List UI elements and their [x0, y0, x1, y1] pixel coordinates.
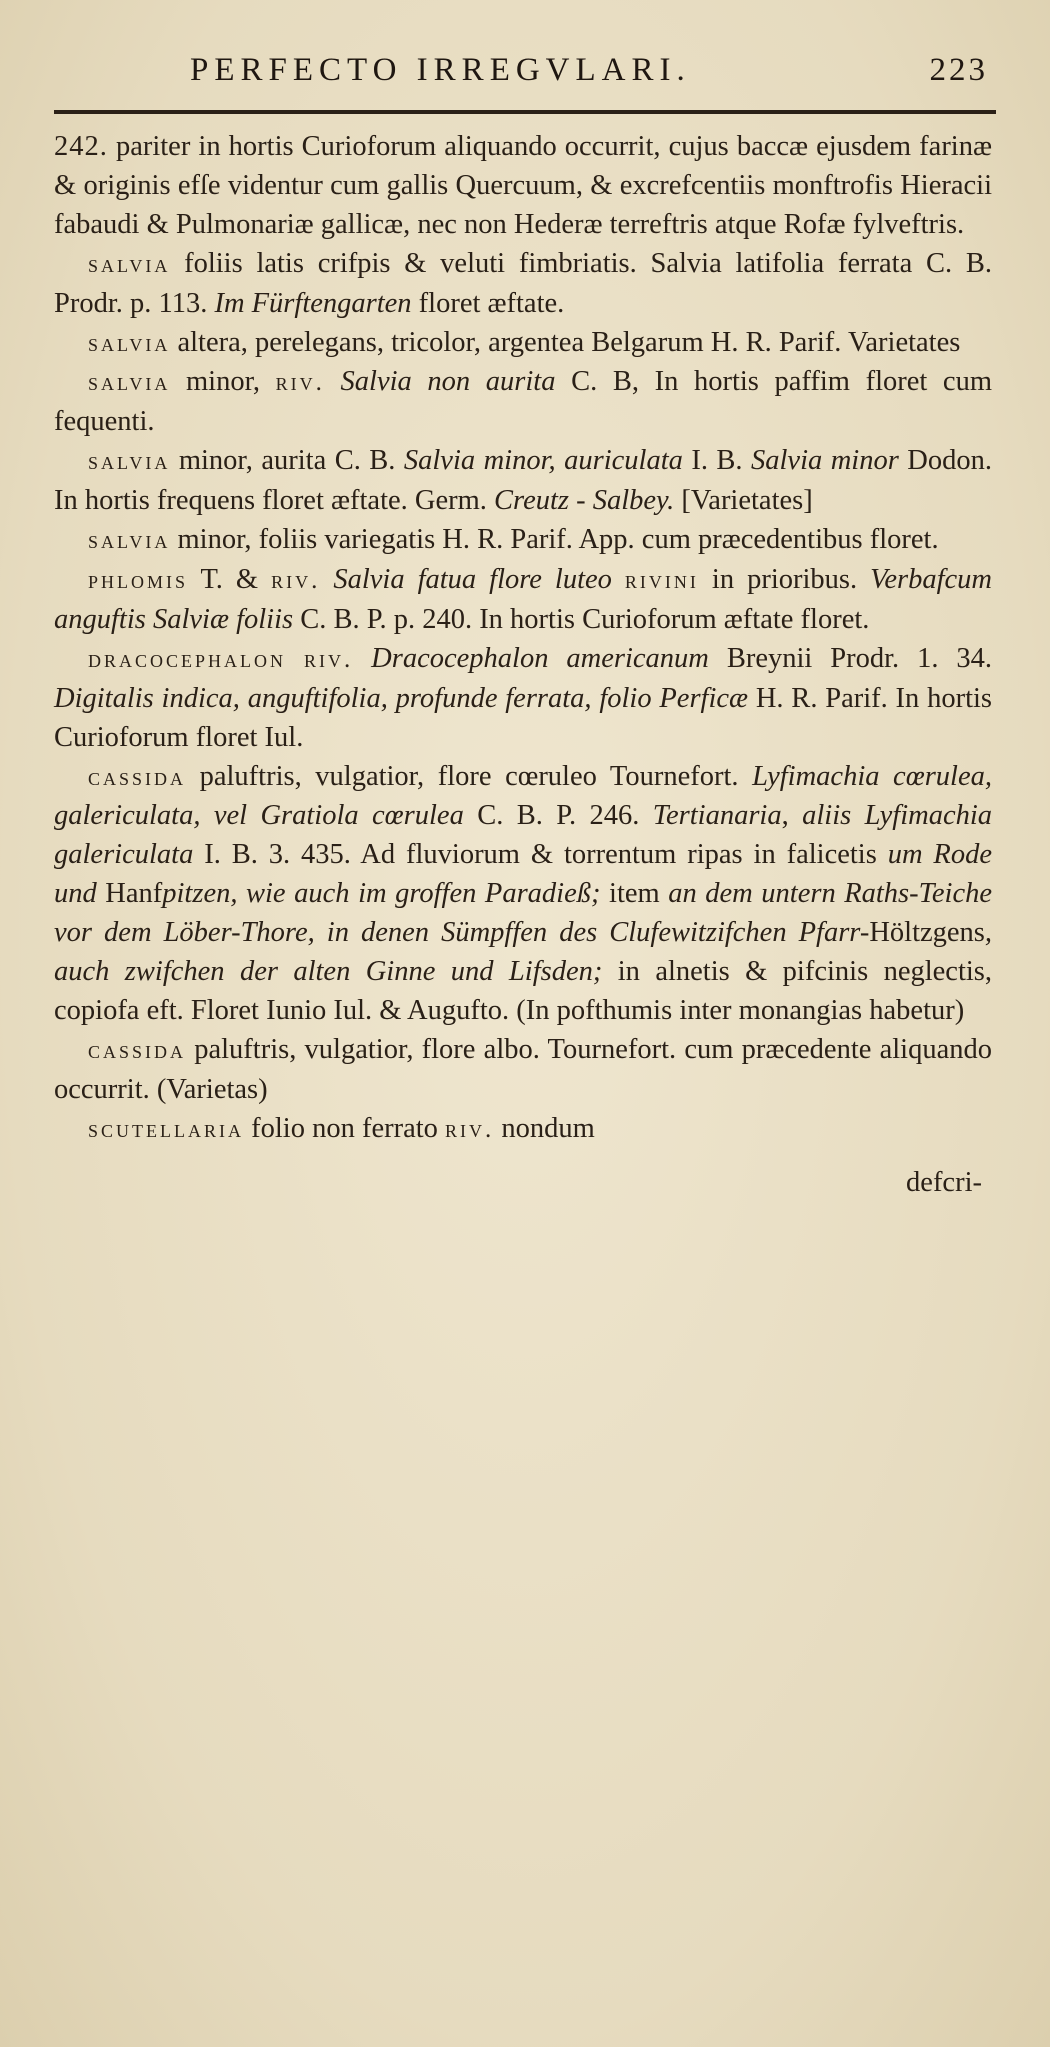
paragraph: [54, 640, 992, 758]
italic-text: pitzen, wie auch im groffen Paradieß;: [162, 878, 601, 910]
italic-text: an dem untern Raths-Teiche vor dem Löber-Thore, in denen Sümpffen des Clufewitzifchen Pfarr-: [54, 878, 992, 949]
text-run: item: [600, 878, 669, 910]
italic-text: Verbafcum anguftis Salviæ foliis: [54, 563, 993, 635]
page-header: [44, 52, 1006, 108]
paragraph: [54, 128, 992, 245]
text-run: C. B, In hortis paffim floret cum fequenti.: [54, 366, 993, 438]
headword: salvia: [88, 369, 171, 397]
italic-text: Im Fürftengarten: [214, 287, 412, 319]
text-run: I. B.: [682, 445, 752, 477]
text-run: floret æftate.: [411, 287, 565, 319]
text-run: pariter in hortis Curioforum aliquando occurrit, cujus baccæ ejusdem farinæ & originis efſe videntur cum gallis Quercuum, & excrefcentiis monftrofis Hieracii fabaudi & Pulmonariæ gallicæ, nec non Hederæ terreftris atque Rofæ fylveftris.: [54, 131, 992, 240]
paragraph: [54, 521, 992, 561]
text-run: [353, 643, 371, 674]
text-run: [320, 564, 333, 595]
text-run: [325, 366, 341, 397]
italic-text: , auch zwifchen der alten Ginne und Lifsden;: [54, 917, 992, 988]
headword: riv.: [303, 645, 354, 673]
headword: salvia: [88, 329, 171, 357]
italic-text: Salvia minor: [751, 445, 899, 477]
headword: scutellaria: [88, 1115, 244, 1143]
headword: rivini: [624, 566, 699, 594]
headword: riv.: [271, 566, 321, 594]
headword: phlomis: [88, 566, 189, 594]
text-run: [612, 564, 625, 595]
headword: riv.: [275, 369, 325, 397]
headword: salvia: [88, 250, 171, 278]
text-run: minor,: [170, 366, 276, 398]
text-run: Höltzgens: [869, 917, 985, 949]
text-run: C. B. P. p. 240. In hortis Curioforum æftate floret.: [293, 603, 870, 635]
text-run: [Varietates]: [674, 485, 813, 517]
italic-text: um Rode und: [54, 839, 992, 910]
italic-text: Creutz - Salbey.: [494, 485, 675, 517]
paragraph: [54, 245, 992, 324]
text-run: 242.: [54, 131, 108, 162]
body-text: [44, 128, 1006, 1150]
text-run: folio non ferrato: [244, 1112, 446, 1144]
headword: cassida: [88, 763, 187, 791]
paragraph: [54, 1110, 992, 1150]
running-head: PERFECTO IRREGVLARI.: [190, 52, 691, 88]
page-number: 223: [929, 52, 988, 88]
text-run: C. B. P. 246.: [463, 800, 653, 832]
header-rule: [54, 110, 996, 114]
text-run: I. B. 3. 435. Ad fluviorum & torrentum ripas in falicetis: [193, 839, 888, 871]
headword: dracocephalon: [88, 645, 287, 673]
text-run: T. &: [188, 563, 272, 595]
text-run: H. R. Parif. In hortis Curioforum floret Iul.: [54, 682, 992, 753]
paragraph: [54, 758, 992, 1031]
italic-text: aliis Lyfimachia galericulata: [54, 800, 993, 871]
text-run: in prioribus.: [698, 563, 871, 595]
italic-text: Salvia fatua flore luteo: [333, 563, 612, 595]
text-run: nondum: [494, 1112, 595, 1144]
headword: riv.: [445, 1115, 495, 1143]
text-run: Hanf: [96, 878, 163, 910]
italic-text: Lyfimachia cœrulea, galericulata, vel Gratiola cœrulea: [54, 760, 992, 832]
paragraph: [54, 324, 992, 364]
text-run: minor, foliis variegatis H. R. Parif. App. cum præcedentibus floret.: [170, 524, 939, 556]
paragraph: [54, 442, 992, 521]
text-run: altera, perelegans, tricolor, argentea Belgarum H. R. Parif. Varietates: [170, 326, 961, 358]
text-run: Breynii Prodr. 1. 34.: [708, 642, 993, 674]
text-run: in alnetis & pifcinis neglectis, copiofa eft. Floret Iunio Iul. & Augufto. (In pofthumis inter monangias habetur): [54, 956, 992, 1026]
text-run: foliis latis crifpis & veluti fimbriatis. Salvia latifolia ferrata C. B. Prodr. p. 113.: [54, 247, 992, 319]
text-run: [286, 643, 304, 674]
text-run: paluftris, vulgatior, flore albo. Tournefort. cum præcedente aliquando occurrit. (Varietas): [54, 1033, 992, 1105]
italic-text: Dracocephalon americanum: [371, 642, 709, 674]
text-run: Dodon. In hortis frequens floret æftate. Germ.: [54, 445, 992, 517]
italic-text: Tertianaria: [652, 800, 782, 832]
text-run: ,: [781, 800, 803, 832]
italic-text: Salvia minor, auriculata: [403, 445, 683, 477]
paragraph: [54, 1031, 992, 1110]
headword: salvia: [88, 527, 171, 555]
text-run: minor, aurita C. B.: [170, 445, 404, 477]
paragraph: [54, 561, 992, 640]
italic-text: Digitalis indica, anguftifolia, profunde ferrata, folio Perficæ: [54, 682, 749, 714]
text-run: paluftris, vulgatior, flore cœruleo Tournefort.: [186, 760, 753, 792]
paragraph: [54, 363, 992, 442]
headword: cassida: [88, 1036, 187, 1064]
catchword-line: [44, 1164, 1006, 1203]
italic-text: Salvia non aurita: [340, 366, 556, 398]
headword: salvia: [88, 448, 171, 476]
catchword: defcri-: [906, 1166, 982, 1198]
